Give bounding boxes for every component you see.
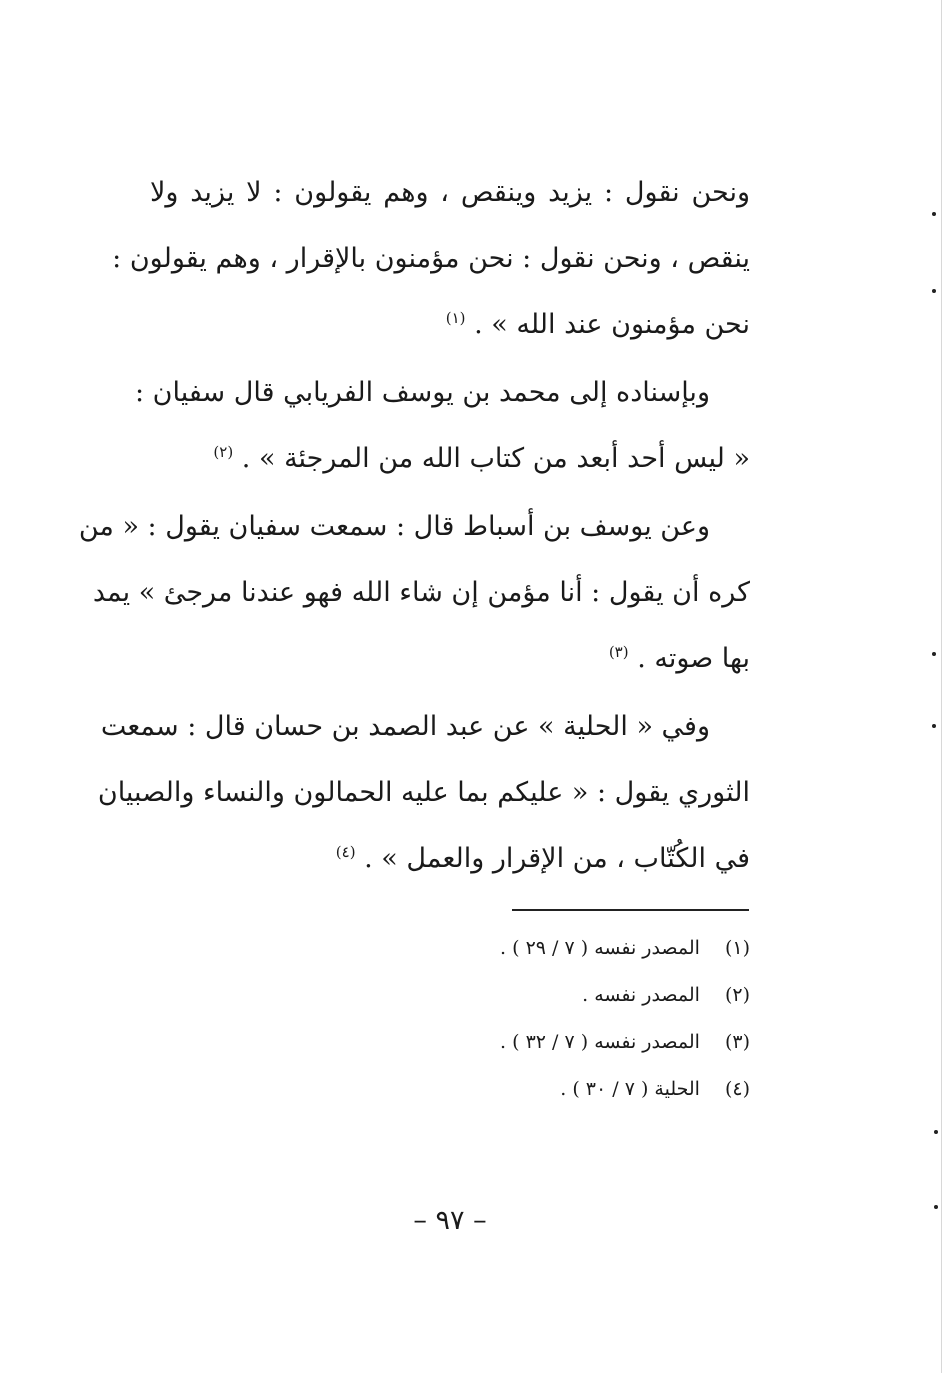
footnote-number: (٤) [724, 1078, 750, 1100]
scan-speck [934, 1130, 938, 1134]
scan-speck [932, 289, 936, 293]
text-span: في الكُتّاب ، من الإقرار والعمل » . [364, 843, 750, 874]
footnote-divider [512, 909, 749, 911]
text-span: « ليس أحد أبعد من كتاب الله من المرجئة » . [241, 443, 750, 474]
footnote-number: (٢) [724, 984, 750, 1006]
page-number: – ٩٧ – [413, 1205, 487, 1236]
text-line: ونحن نقول : يزيد وينقص ، وهم يقولون : لا يزيد ولا [150, 177, 750, 208]
footnote-ref[interactable]: (٣) [608, 643, 629, 661]
footnote-ref[interactable]: (٤) [335, 843, 356, 861]
footnote-number: (٣) [724, 1031, 750, 1053]
text-line [150, 426, 750, 492]
text-line: وعن يوسف بن أسباط قال : سمعت سفيان يقول : « من [78, 511, 710, 542]
footnote-text: الحلية ( ٧ / ٣٠ ) . [560, 1078, 700, 1100]
text-line: ينقص ، ونحن نقول : نحن مؤمنون بالإقرار ، وهم يقولون : [112, 243, 750, 274]
scan-edge [941, 0, 942, 1373]
scan-speck [932, 724, 936, 728]
footnote-item [440, 972, 750, 1019]
footnote-number: (١) [724, 937, 750, 959]
footnotes [440, 925, 750, 1113]
scan-speck [932, 212, 936, 216]
footnote-text: المصدر نفسه ( ٧ / ٢٩ ) . [500, 937, 700, 959]
scan-speck [934, 1205, 938, 1209]
footnote-item [440, 1066, 750, 1113]
text-line [150, 626, 750, 692]
text-line [150, 826, 750, 892]
text-span: نحن مؤمنون عند الله » . [474, 309, 750, 340]
text-span: بها صوته . [637, 643, 750, 674]
text-line: وبإسناده إلى محمد بن يوسف الفريابي قال سفيان : [135, 377, 710, 408]
footnote-item [440, 925, 750, 972]
footnote-text: المصدر نفسه ( ٧ / ٣٢ ) . [500, 1031, 700, 1053]
footnote-ref[interactable]: (١) [445, 309, 466, 327]
scan-speck [932, 652, 936, 656]
footnote-text: المصدر نفسه . [582, 984, 700, 1006]
text-line: كره أن يقول : أنا مؤمن إن شاء الله فهو عندنا مرجئ » يمد [92, 577, 750, 608]
text-line: الثوري يقول : « عليكم بما عليه الحمالون والنساء والصبيان [97, 777, 750, 808]
main-text [78, 160, 750, 892]
footnote-ref[interactable]: (٢) [213, 443, 234, 461]
footnote-item [440, 1019, 750, 1066]
text-line: وفي « الحلية » عن عبد الصمد بن حسان قال : سمعت [100, 711, 710, 742]
text-line [150, 292, 750, 358]
